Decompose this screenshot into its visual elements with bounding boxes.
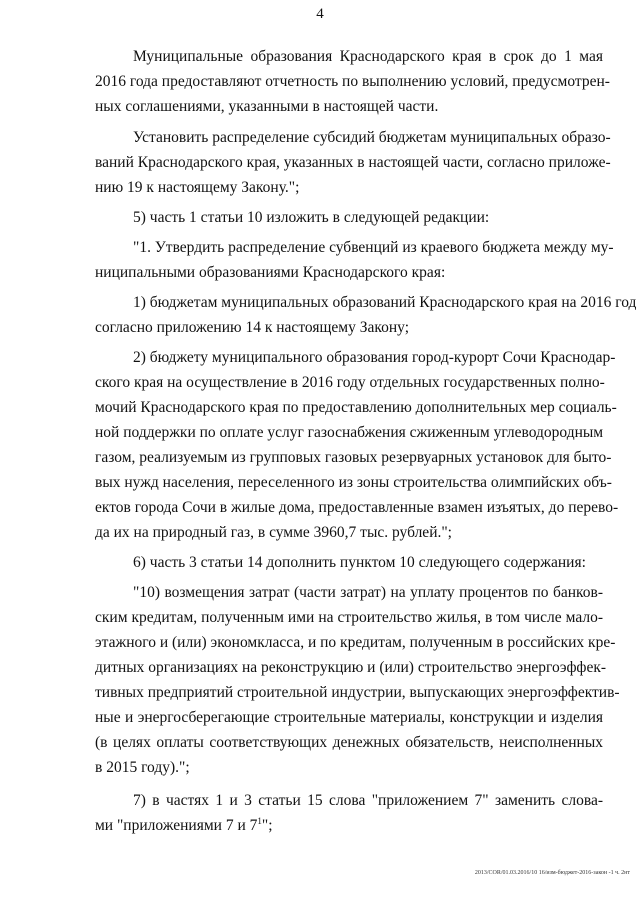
text-line: 7) в частях 1 и 3 статьи 15 слова "приложением 7" заменить слова- (133, 792, 603, 809)
text-line: Муниципальные образования Краснодарского края в срок до 1 мая (133, 48, 603, 65)
text-line: ниципальными образованиями Краснодарского края: (95, 264, 446, 281)
text-line: ским кредитам, полученным ими на строительство жилья, в том числе мало- (95, 609, 603, 626)
text-line: ные и энергосберегающие строительные материалы, конструкции и изделия (95, 709, 603, 726)
text-line-part: ми "приложениями 7 и 7 (95, 817, 258, 834)
text-line: 2) бюджету муниципального образования город-курорт Сочи Краснодар- (133, 349, 616, 366)
text-line: 2016 года предоставляют отчетность по выполнению условий, предусмотрен- (95, 73, 610, 90)
text-line: ского края на осуществление в 2016 году отдельных государственных полно- (95, 374, 605, 391)
text-line: вых нужд населения, переселенного из зоны строительства олимпийских объ- (95, 474, 612, 491)
text-line: да их на природный газ, в сумме 3960,7 тыс. рублей."; (95, 524, 452, 541)
text-line: "10) возмещения затрат (части затрат) на уплату процентов по банков- (133, 584, 603, 601)
text-line: 6) часть 3 статьи 14 дополнить пунктом 10 следующего содержания: (133, 554, 586, 571)
text-line: этажного и (или) экономкласса, и по кредитам, полученным в российских кре- (95, 634, 616, 651)
text-line: газом, реализуемым из групповых газовых резервуарных установок для быто- (95, 449, 612, 466)
text-line: в 2015 году)."; (95, 759, 190, 776)
document-footer: 2013/COR/01.03.2016/10 16/изм-бюджет-2016-закон -1 ч. 2нт (474, 870, 630, 876)
text-line: нию 19 к настоящему Закону."; (95, 179, 300, 196)
text-line: "1. Утвердить распределение субвенций из краевого бюджета между му- (133, 239, 614, 256)
text-line: дитных организациях на реконструкцию и (или) строительство энергоэффек- (95, 659, 607, 676)
text-line: (в целях оплаты соответствующих денежных обязательств, неисполненных (95, 734, 603, 751)
text-line: ваний Краснодарского края, указанных в настоящей части, согласно приложе- (95, 154, 611, 171)
text-line: мочий Краснодарского края по предоставлению дополнительных мер социаль- (95, 399, 617, 416)
page-number: 4 (316, 6, 324, 22)
text-line-part: "; (261, 817, 273, 834)
text-line: согласно приложению 14 к настоящему Закону; (95, 319, 410, 336)
superscript: 1 (257, 815, 262, 826)
text-line: Установить распределение субсидий бюджетам муниципальных образо- (133, 129, 611, 146)
text-line: 5) часть 1 статьи 10 изложить в следующей редакции: (133, 209, 490, 226)
text-line: 1) бюджетам муниципальных образований Краснодарского края на 2016 год (133, 294, 637, 311)
text-line: ных соглашениями, указанными в настоящей части. (95, 98, 439, 115)
text-line (95, 817, 273, 835)
text-line: ной поддержки по оплате услуг газоснабжения сжиженным углеводородным (95, 424, 604, 441)
text-line: ектов города Сочи в жилые дома, предоставленные взамен изъятых, до перево- (95, 499, 619, 516)
text-line: тивных предприятий строительной индустрии, выпускающих энергоэффектив- (95, 684, 620, 701)
